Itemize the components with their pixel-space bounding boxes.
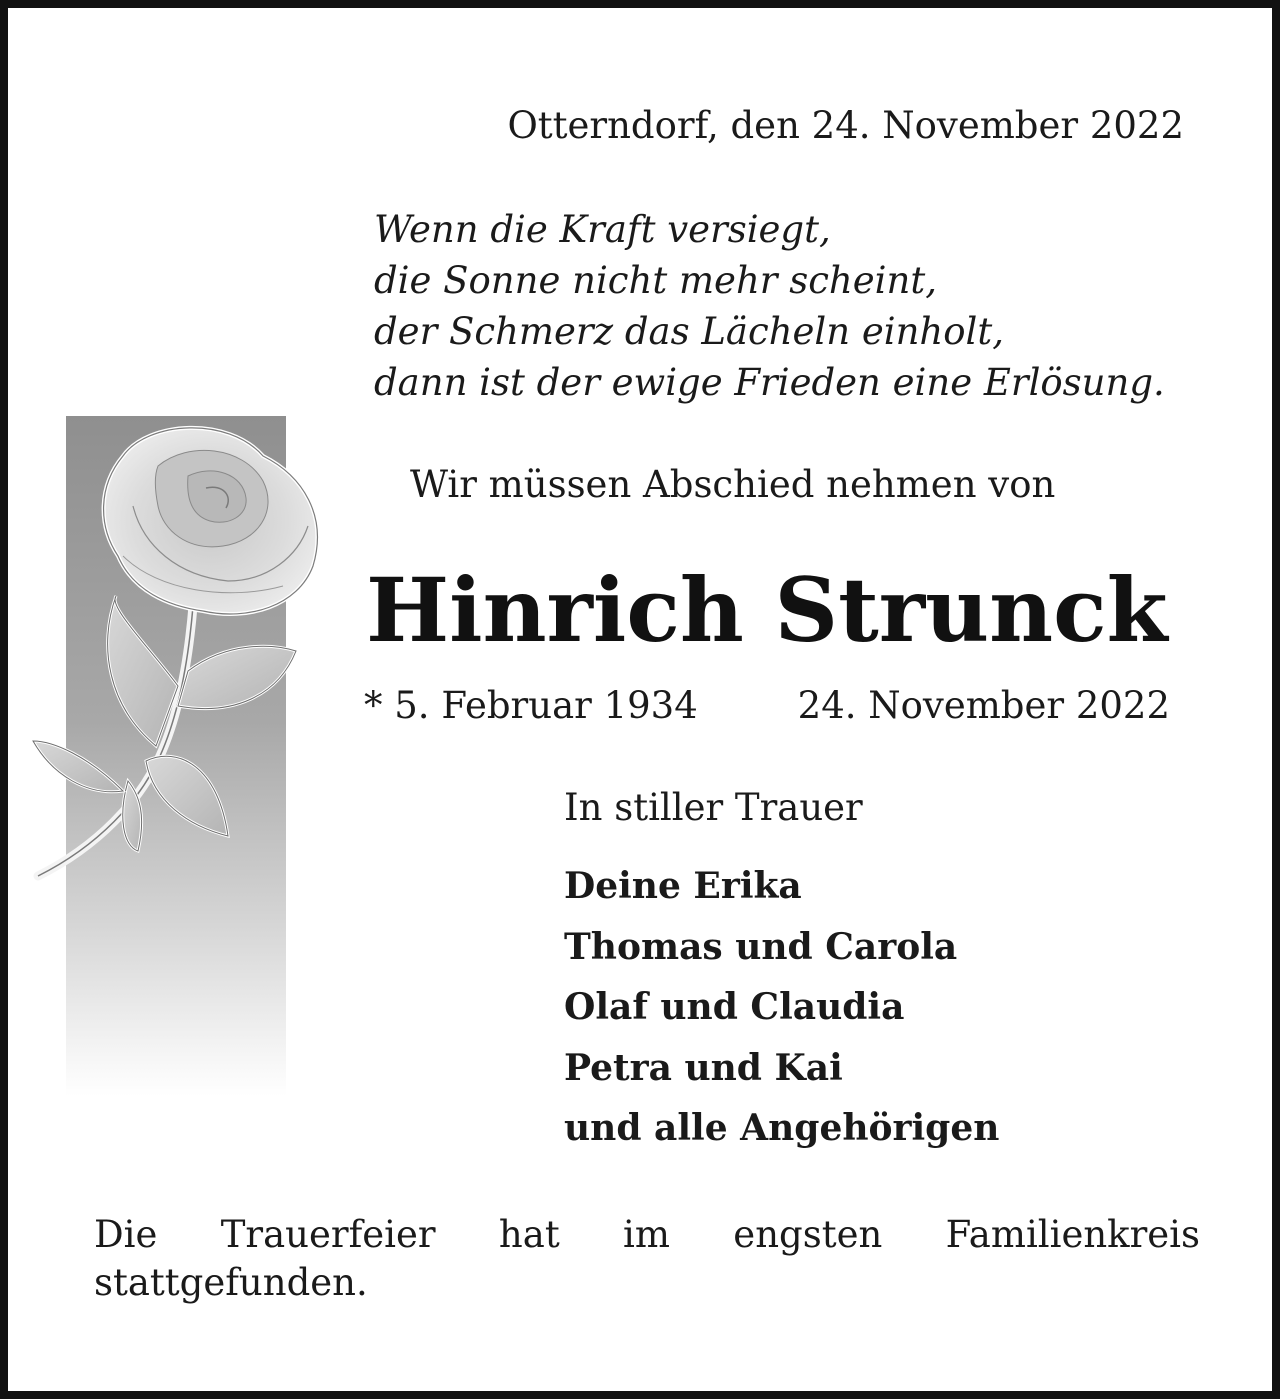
mourner-line: und alle Angehörigen <box>564 1107 1000 1149</box>
poem-line: Wenn die Kraft versiegt, <box>374 208 831 251</box>
funeral-note: Die Trauerfeier hat im engsten Familienkreis stattgefunden. <box>94 1213 1200 1304</box>
mourner-line: Deine Erika <box>564 865 802 907</box>
mourner-line: Olaf und Claudia <box>564 986 905 1028</box>
mourner-line: Petra und Kai <box>564 1046 843 1089</box>
mourning-label: In stiller Trauer <box>564 786 863 829</box>
poem <box>374 204 1165 408</box>
poem-line: die Sonne nicht mehr scheint, <box>374 259 937 302</box>
deceased-name: Hinrich Strunck <box>366 558 1168 662</box>
rose-icon <box>28 416 348 1096</box>
poem-line: dann ist der ewige Frieden eine Erlösung. <box>374 361 1165 404</box>
death-date: 24. November 2022 <box>797 684 1170 727</box>
mourners-list <box>564 856 999 1159</box>
mourner-line: Thomas und Carola <box>564 925 958 968</box>
place-date: Otterndorf, den 24. November 2022 <box>507 104 1184 147</box>
poem-line: der Schmerz das Lächeln einholt, <box>374 310 1004 353</box>
farewell-intro: Wir müssen Abschied nehmen von <box>410 463 1056 506</box>
birth-date: * 5. Februar 1934 <box>364 684 698 727</box>
